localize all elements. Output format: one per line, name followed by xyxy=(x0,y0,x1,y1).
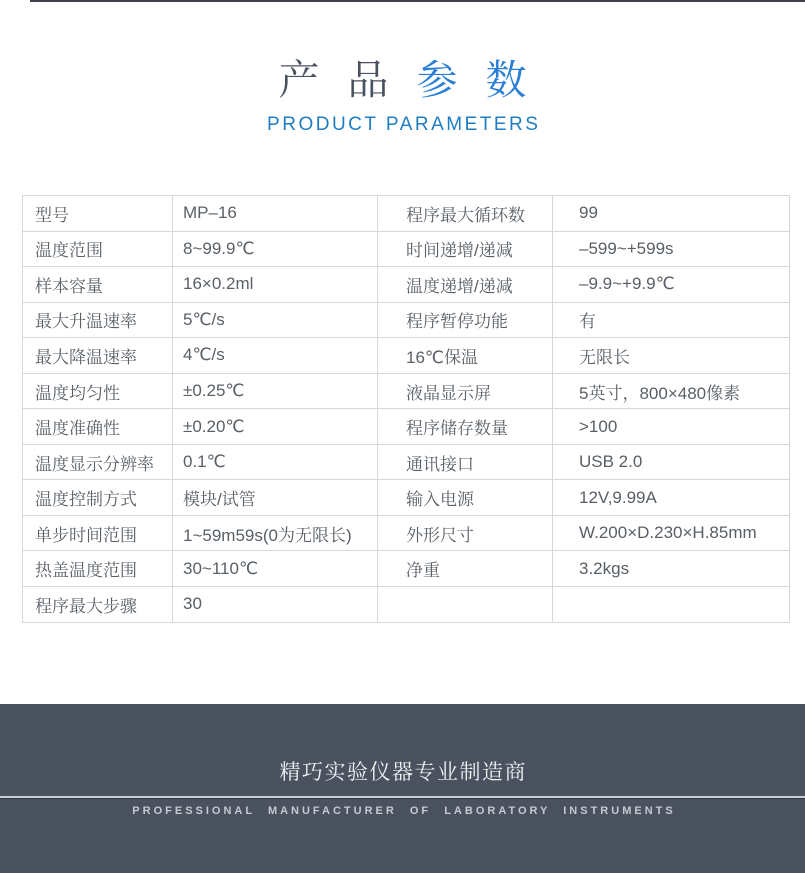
spec-value: 16×0.2ml xyxy=(173,267,378,303)
spec-label: 时间递增/递减 xyxy=(378,232,553,268)
spec-value: W.200×D.230×H.85mm xyxy=(553,516,790,552)
spec-label xyxy=(378,587,553,623)
spec-value: MP–16 xyxy=(173,196,378,232)
spec-label: 型号 xyxy=(23,196,173,232)
spec-label: 程序暂停功能 xyxy=(378,303,553,339)
spec-label: 温度显示分辨率 xyxy=(23,445,173,481)
spec-label: 样本容量 xyxy=(23,267,173,303)
spec-label: 温度均匀性 xyxy=(23,374,173,410)
spec-value: 4℃/s xyxy=(173,338,378,374)
spec-value: 30~110℃ xyxy=(173,551,378,587)
spec-label: 温度递增/递减 xyxy=(378,267,553,303)
spec-value: ±0.20℃ xyxy=(173,409,378,445)
spec-label: 液晶显示屏 xyxy=(378,374,553,410)
spec-label: 温度范围 xyxy=(23,232,173,268)
spec-label: 温度控制方式 xyxy=(23,480,173,516)
spec-label: 净重 xyxy=(378,551,553,587)
spec-label: 单步时间范围 xyxy=(23,516,173,552)
spec-value: –599~+599s xyxy=(553,232,790,268)
spec-value: –9.9~+9.9℃ xyxy=(553,267,790,303)
top-divider-line xyxy=(30,0,805,2)
spec-label: 16℃保温 xyxy=(378,338,553,374)
spec-label: 温度准确性 xyxy=(23,409,173,445)
spec-value: 3.2kgs xyxy=(553,551,790,587)
spec-label: 最大升温速率 xyxy=(23,303,173,339)
spec-label: 程序最大循环数 xyxy=(378,196,553,232)
page-title-accent: 参数 xyxy=(416,57,555,103)
spec-value: 无限长 xyxy=(553,338,790,374)
spec-label: 最大降温速率 xyxy=(23,338,173,374)
spec-value: >100 xyxy=(553,409,790,445)
spec-value: 5℃/s xyxy=(173,303,378,339)
spec-value: 模块/试管 xyxy=(173,480,378,516)
footer-banner xyxy=(0,704,805,873)
spec-value: 5英寸，800×480像素 xyxy=(553,374,790,410)
footer-slogan-cn: 精巧实验仪器专业制造商 xyxy=(279,761,527,784)
spec-value: 8~99.9℃ xyxy=(173,232,378,268)
spec-label: 外形尺寸 xyxy=(378,516,553,552)
spec-value: 0.1℃ xyxy=(173,445,378,481)
footer-slogan-en: PROFESSIONAL MANUFACTURER OF LABORATORY INSTRUMENTS xyxy=(132,805,676,817)
page-title-primary: 产品 xyxy=(278,57,417,103)
spec-value: 30 xyxy=(173,587,378,623)
page-title xyxy=(0,58,805,103)
spec-value: 1~59m59s(0为无限长) xyxy=(173,516,378,552)
footer-divider-line xyxy=(0,796,805,798)
spec-value: ±0.25℃ xyxy=(173,374,378,410)
page-subtitle: PRODUCT PARAMETERS xyxy=(267,114,541,136)
spec-value: 12V,9.99A xyxy=(553,480,790,516)
page-header xyxy=(0,58,805,136)
spec-label: 输入电源 xyxy=(378,480,553,516)
spec-value: USB 2.0 xyxy=(553,445,790,481)
spec-value: 99 xyxy=(553,196,790,232)
spec-label: 程序储存数量 xyxy=(378,409,553,445)
spec-label: 热盖温度范围 xyxy=(23,551,173,587)
spec-table xyxy=(22,195,790,623)
spec-label: 通讯接口 xyxy=(378,445,553,481)
spec-value xyxy=(553,587,790,623)
spec-label: 程序最大步骤 xyxy=(23,587,173,623)
spec-value: 有 xyxy=(553,303,790,339)
